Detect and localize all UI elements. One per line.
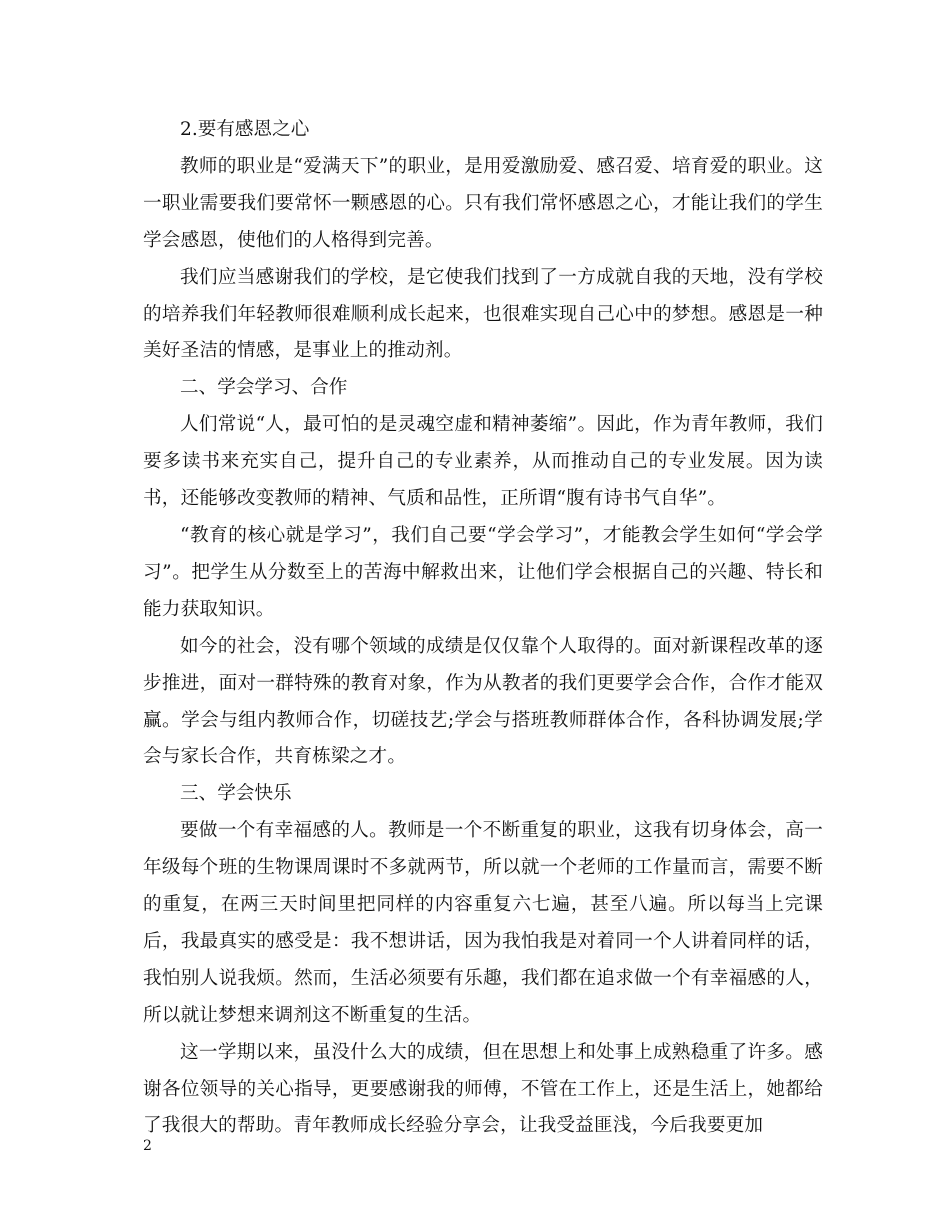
paragraph-cooperation: 如今的社会，没有哪个领域的成绩是仅仅靠个人取得的。面对新课程改革的逐步推进，面对一群特殊的教育对象，作为从教者的我们更要学会合作，合作才能双赢。学会与组内教师合作，切磋技艺;学会与搭班教师群体合作，各科协调发展;学会与家长合作，共育栋梁之才。 (143, 635, 823, 768)
section-heading-happiness: 三、学会快乐 (180, 783, 292, 805)
document-body (143, 112, 823, 1145)
section-heading-learn-cooperate: 二、学会学习、合作 (180, 377, 348, 399)
paragraph-semester-summary: 这一学期以来，虽没什么大的成绩，但在思想上和处事上成熟稳重了许多。感谢各位领导的关心指导，更要感谢我的师傅，不管在工作上，还是生活上，她都给了我很大的帮助。青年教师成长经验分享会，让我受益匪浅，今后我要更加 (143, 1041, 823, 1137)
paragraph-happiness: 要做一个有幸福感的人。教师是一个不断重复的职业，这我有切身体会，高一年级每个班的生物课周课时不多就两节，所以就一个老师的工作量而言，需要不断的重复，在两三天时间里把同样的内容重复六七遍，甚至八遍。所以每当上完课后，我最真实的感受是：我不想讲话，因为我怕我是对着同一个人讲着同样的话，我怕别人说我烦。然而，生活必须要有乐趣，我们都在追求做一个有幸福感的人，所以就让梦想来调剂这不断重复的生活。 (143, 820, 823, 1026)
paragraph-learning-core: “教育的核心就是学习”，我们自己要“学会学习”，才能教会学生如何“学会学习”。把学生从分数至上的苦海中解救出来，让他们学会根据自己的兴趣、特长和能力获取知识。 (143, 524, 823, 620)
paragraph-reading: 人们常说“人，最可怕的是灵魂空虚和精神萎缩”。因此，作为青年教师，我们要多读书来充实自己，提升自己的专业素养，从而推动自己的专业发展。因为读书，还能够改变教师的精神、气质和品性，正所谓“腹有诗书气自华”。 (143, 414, 823, 510)
paragraph-thank-school: 我们应当感谢我们的学校，是它使我们找到了一方成就自我的天地，没有学校的培养我们年轻教师很难顺利成长起来，也很难实现自己心中的梦想。感恩是一种美好圣洁的情感，是事业上的推动剂。 (143, 266, 823, 362)
page-number: 2 (143, 1138, 152, 1154)
paragraph-teacher-love: 教师的职业是“爱满天下”的职业，是用爱激励爱、感召爱、培育爱的职业。这一职业需要我们要常怀一颗感恩的心。只有我们常怀感恩之心，才能让我们的学生学会感恩，使他们的人格得到完善。 (143, 155, 823, 251)
section-heading-gratitude: 2.要有感恩之心 (180, 119, 310, 140)
